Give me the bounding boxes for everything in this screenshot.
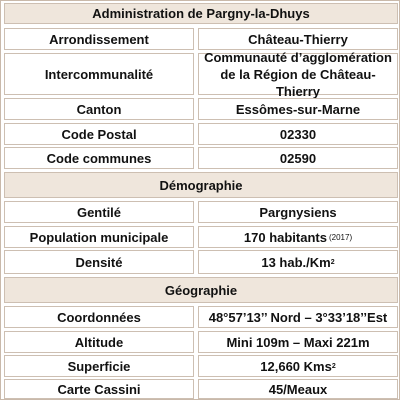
table-row [4, 331, 398, 353]
row-label: Carte Cassini [4, 379, 194, 399]
row-value [198, 226, 398, 248]
row-label: Intercommunalité [4, 53, 194, 95]
table-row [4, 28, 398, 50]
row-label: Coordonnées [4, 306, 194, 328]
area-exponent: 2 [331, 362, 336, 370]
row-value: Essômes-sur-Marne [198, 98, 398, 120]
row-label: Gentilé [4, 201, 194, 223]
density-exponent: 2 [330, 258, 335, 266]
row-value-line: de la Région de Château-Thierry [220, 66, 376, 99]
section-title: Démographie [159, 177, 243, 193]
row-value [198, 355, 398, 377]
row-value: 02330 [198, 123, 398, 145]
row-label: Code Postal [4, 123, 194, 145]
table-row [4, 147, 398, 169]
row-value: 48°57’13’’ Nord – 3°33’18’’Est [198, 306, 398, 328]
table-row [4, 226, 398, 248]
row-label: Densité [4, 250, 194, 274]
row-value-line: Communauté d’agglomération [204, 49, 392, 65]
section-header-geographie [4, 277, 398, 303]
row-label: Code communes [4, 147, 194, 169]
row-label: Altitude [4, 331, 194, 353]
table-row [4, 379, 398, 399]
row-value: 45/Meaux [198, 379, 398, 399]
table-row [4, 250, 398, 274]
density-value: 13 hab./Km [261, 254, 331, 270]
table-row [4, 201, 398, 223]
table-row [4, 49, 398, 99]
row-value [198, 49, 398, 99]
section-title: Géographie [164, 282, 238, 298]
row-label: Arrondissement [4, 28, 194, 50]
row-label: Superficie [4, 355, 194, 377]
row-value [198, 250, 398, 274]
table-title: Administration de Pargny-la-Dhuys [92, 6, 310, 21]
section-header-demographie [4, 172, 398, 198]
table-row [4, 306, 398, 328]
row-value: Château-Thierry [198, 28, 398, 50]
area-value: 12,660 Kms [260, 358, 332, 374]
population-year: (2017) [328, 232, 353, 242]
table-row [4, 355, 398, 377]
row-value: Pargnysiens [198, 201, 398, 223]
row-label: Population municipale [4, 226, 194, 248]
section-header-administration [4, 3, 398, 24]
population-value: 170 habitants [243, 229, 327, 245]
row-label: Canton [4, 98, 194, 120]
row-value: 02590 [198, 147, 398, 169]
row-value: Mini 109m – Maxi 221m [198, 331, 398, 353]
table-row [4, 123, 398, 145]
table-row [4, 98, 398, 120]
